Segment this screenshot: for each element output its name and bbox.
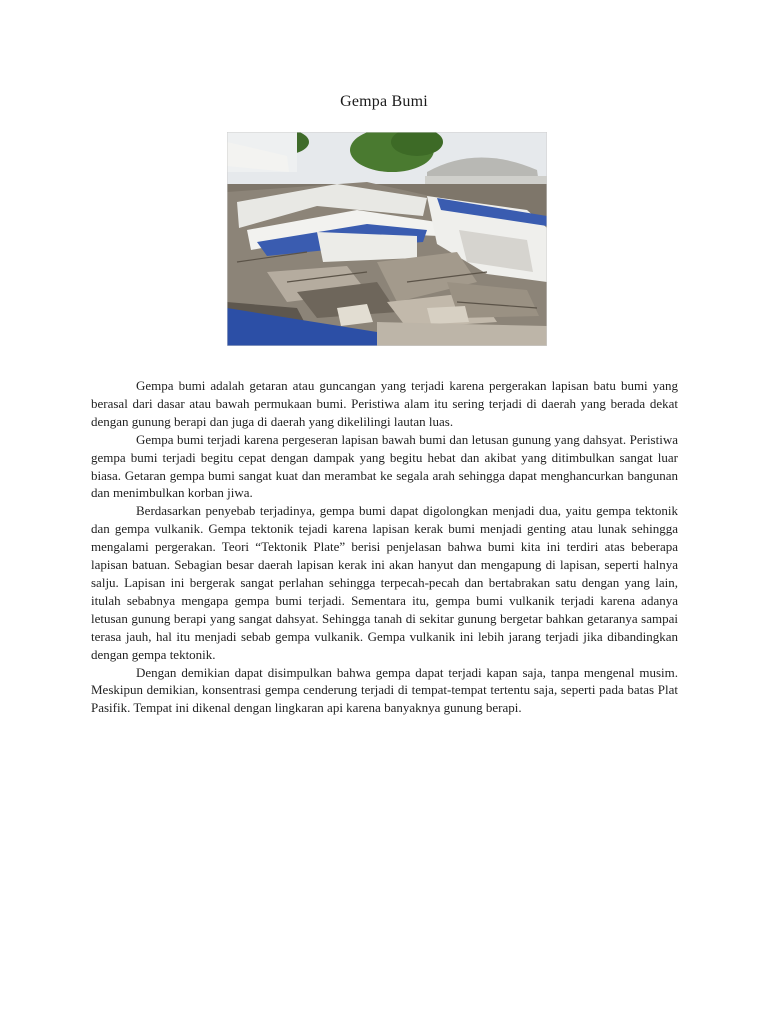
paragraph: Gempa bumi adalah getaran atau guncangan yang terjadi karena pergerakan lapisan batu bumi yang berasal dari dasar atau bawah permukaan bumi. Peristiwa alam itu sering terjadi di daerah yang berada dekat dengan gunung berapi dan juga di daerah yang dikelilingi lautan luas. xyxy=(91,378,678,429)
paragraph: Dengan demikian dapat disimpulkan bahwa gempa dapat terjadi kapan saja, tanpa mengenal musim. Meskipun demikian, konsentrasi gempa cenderung terjadi di tempat-tempat tertentu saja, seperti pada batas Plat Pasifik. Tempat ini dikenal dengan lingkaran api karena banyaknya gunung berapi. xyxy=(91,664,678,716)
earthquake-rubble-photo xyxy=(227,132,547,346)
document-title: Gempa Bumi xyxy=(340,93,428,110)
paragraph: Gempa bumi terjadi karena pergeseran lapisan bawah bumi dan letusan gunung yang dahsyat. Peristiwa gempa bumi terjadi begitu cepat dengan dampak yang begitu hebat dan akibat yang ditimbulkan sangat luar biasa. Getaran gempa bumi sangat kuat dan merambat ke segala arah sehingga dapat menghancurkan bangunan dan menimbulkan korban jiwa. xyxy=(91,431,678,501)
paragraph: Berdasarkan penyebab terjadinya, gempa bumi dapat digolongkan menjadi dua, yaitu gempa tektonik dan gempa vulkanik. Gempa tektonik tejadi karena lapisan kerak bumi menjadi genting atau lunak sehingga mengalami pergerakan. Teori “Tektonik Plate” berisi penjelasan bahwa bumi kita ini terdiri atas beberapa lapisan batuan. Sebagian besar daerah lapisan kerak ini akan hanyut dan mengapung di lapisan, seperti halnya salju. Lapisan ini bergerak sangat perlahan sehingga terpecah-pecah dan bertabrakan satu dengan yang lain, itulah sebabnya mengapa gempa bumi terjadi. Sementara itu, gempa bumi vulkanik terjadi karena adanya letusan gunung berapi yang sangat dahsyat. Sehingga tanah di sekitar gunung bergetar bahkan getaranya sampai terasa jauh, hal itu menjadi sebab gempa vulkanik. Gempa vulkanik ini lebih jarang terjadi jika dibandingkan dengan gempa tektonik. xyxy=(91,503,678,662)
document-body xyxy=(91,377,678,717)
